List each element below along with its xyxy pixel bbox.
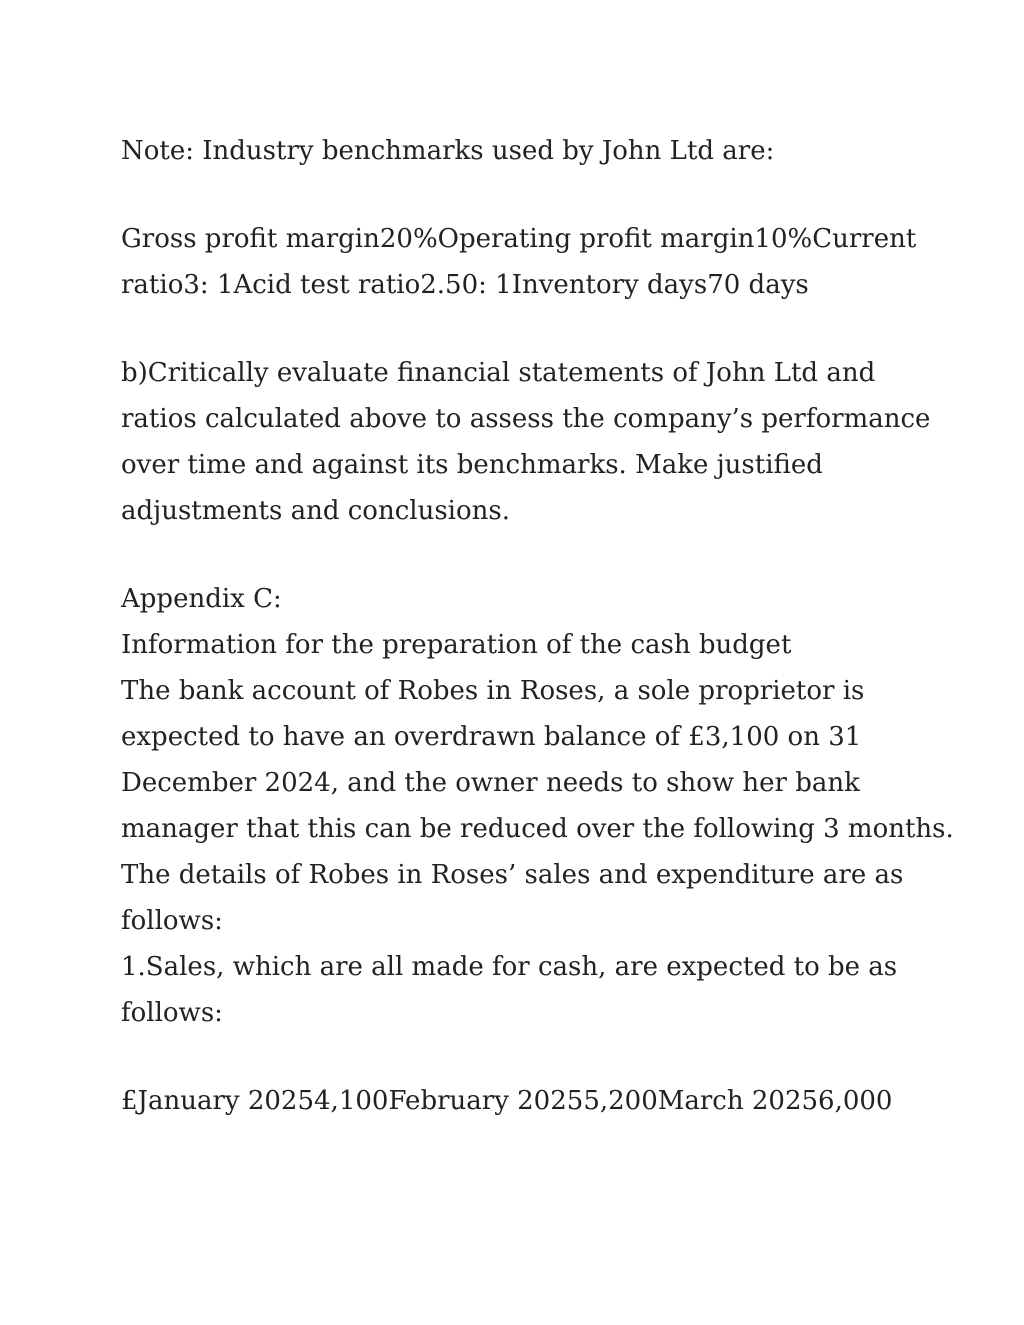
appendix-paragraph [121,576,954,1036]
paragraph-gap [121,308,911,350]
appendix-line: expected to have an overdrawn balance of £3,100 on 31 [121,722,862,752]
benchmarks-paragraph [121,216,917,308]
appendix-line: The bank account of Robes in Roses, a sole proprietor is [121,676,865,706]
paragraph-gap [121,534,911,576]
appendix-title: Appendix C: [121,584,282,614]
appendix-line: The details of Robes in Roses’ sales and expenditure are as [121,860,904,890]
question-b-line: adjustments and conclusions. [121,496,510,526]
question-b-line: b)Critically evaluate financial statements of John Ltd and [121,358,876,388]
sales-paragraph [121,1078,911,1124]
note-paragraph [121,128,911,174]
benchmarks-line: ratio3: 1Acid test ratio2.50: 1Inventory days70 days [121,270,809,300]
benchmarks-line: Gross profit margin20%Operating profit margin10%Current [121,224,917,254]
question-b-line: ratios calculated above to assess the company’s performance [121,404,931,434]
appendix-line: 1.Sales, which are all made for cash, are expected to be as [121,952,898,982]
note-text: Note: Industry benchmarks used by John Ltd are: [121,136,775,166]
appendix-line: December 2024, and the owner needs to show her bank [121,768,860,798]
document-page [121,128,954,1124]
paragraph-gap [121,174,911,216]
paragraph-gap [121,1036,911,1078]
sales-line: £January 20254,100February 20255,200March 20256,000 [121,1086,893,1116]
appendix-line: follows: [121,998,223,1028]
appendix-line: follows: [121,906,223,936]
appendix-line: manager that this can be reduced over the following 3 months. [121,814,954,844]
appendix-line: Information for the preparation of the cash budget [121,630,792,660]
question-b-line: over time and against its benchmarks. Make justified [121,450,823,480]
question-b-paragraph [121,350,931,534]
